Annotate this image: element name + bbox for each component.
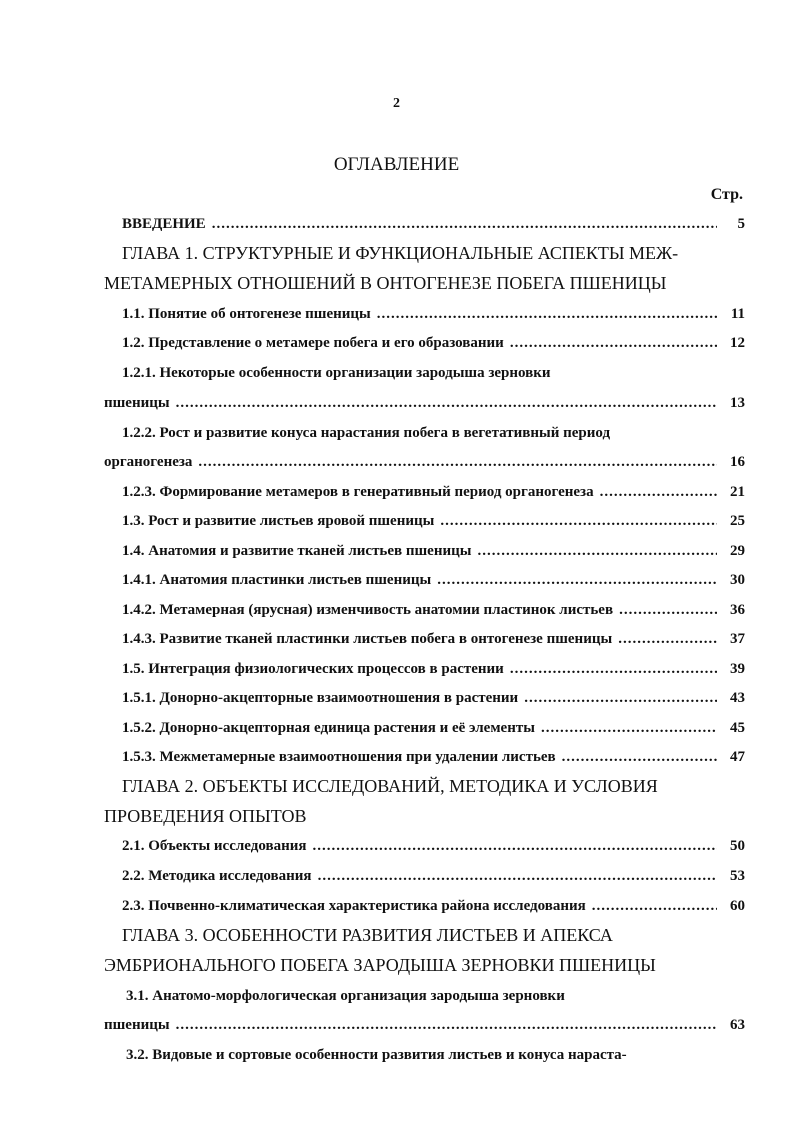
toc-entry [104, 1015, 745, 1035]
toc-entry-page: 21 [730, 484, 745, 500]
dot-leader [176, 393, 717, 413]
toc-entry-page: 13 [730, 395, 745, 411]
dot-leader [524, 688, 717, 708]
toc-entry-page: 53 [730, 868, 745, 884]
dot-leader [510, 659, 717, 679]
toc-entry-continuation: пшеницы [104, 395, 170, 411]
toc-entry-text: 1.2.1. Некоторые особенности организации зародыша зерновки [122, 365, 551, 381]
toc-entry-text: 1.4.1. Анатомия пластинки листьев пшеницы [122, 572, 432, 588]
toc-entry-text: 1.4.2. Метамерная (ярусная) изменчивость анатомии пластинок листьев [122, 602, 614, 618]
toc-entry-text: 1.3. Рост и развитие листьев яровой пшеницы [122, 513, 435, 529]
toc-entry [122, 541, 745, 561]
toc-entry-text: 2.2. Методика исследования [122, 868, 312, 884]
toc-entry-page: 5 [737, 216, 745, 232]
toc-entry-text: 1.5.1. Донорно-акцепторные взаимоотношения в растении [122, 690, 519, 706]
toc-entry [122, 511, 745, 531]
toc-title: ОГЛАВЛЕНИЕ [333, 154, 460, 175]
toc-entry-page: 47 [730, 749, 745, 765]
dot-leader [477, 541, 717, 561]
toc-entry-page: 25 [730, 513, 745, 529]
toc-entry-text: 1.5.2. Донорно-акцепторная единица растения и её элементы [122, 720, 535, 736]
toc-entry [122, 747, 745, 767]
toc-entry [122, 688, 745, 708]
toc-entry-text: 1.2.2. Рост и развитие конуса нарастания побега в вегетативный период [122, 425, 611, 441]
dot-leader [212, 214, 717, 234]
dot-leader [541, 718, 717, 738]
toc-entry-page: 63 [730, 1017, 745, 1033]
toc-entry-continuation: пшеницы [104, 1017, 170, 1033]
toc-entry-page: 16 [730, 454, 745, 470]
toc-entry [122, 866, 745, 886]
toc-entry-text: 1.2. Представление о метамере побега и его образовании [122, 335, 504, 351]
dot-leader [318, 866, 717, 886]
dot-leader [592, 896, 717, 916]
dot-leader [562, 747, 717, 767]
toc-entry-page: 30 [730, 572, 745, 588]
toc-entry [122, 482, 745, 502]
toc-entry-page: 39 [730, 661, 745, 677]
toc-entry [122, 896, 745, 916]
dot-leader [619, 600, 717, 620]
toc-entry-page: 37 [730, 631, 745, 647]
toc-entry-page: 43 [730, 690, 745, 706]
toc-entry-page: 60 [730, 898, 745, 914]
toc-entry-introduction [122, 214, 745, 234]
dot-leader [600, 482, 717, 502]
toc-entry [122, 659, 745, 679]
chapter-2-title-line-2: ПРОВЕДЕНИЯ ОПЫТОВ [104, 806, 307, 826]
dot-leader [510, 333, 717, 353]
toc-entry-page: 45 [730, 720, 745, 736]
dot-leader [198, 452, 717, 472]
dot-leader [176, 1015, 717, 1035]
toc-entry [122, 718, 745, 738]
toc-entry-page: 36 [730, 602, 745, 618]
toc-entry-text: 1.2.3. Формирование метамеров в генеративный период органогенеза [122, 484, 594, 500]
toc-entry-page: 11 [730, 306, 745, 322]
toc-entry-text: 1.4.3. Развитие тканей пластинки листьев побега в онтогенезе пшеницы [122, 631, 613, 647]
toc-entry [122, 570, 745, 590]
dot-leader [377, 304, 717, 324]
toc-entry-text: 3.1. Анатомо-морфологическая организация зародыша зерновки [126, 988, 565, 1004]
toc-entry-text: 2.1. Объекты исследования [122, 838, 307, 854]
toc-entry-text: 1.5.3. Межметамерные взаимоотношения при удалении листьев [122, 749, 556, 765]
dot-leader [312, 836, 717, 856]
toc-entry-text: 2.3. Почвенно-климатическая характеристика района исследования [122, 898, 586, 914]
dot-leader [618, 629, 717, 649]
chapter-1-title-line-1: ГЛАВА 1. СТРУКТУРНЫЕ И ФУНКЦИОНАЛЬНЫЕ АСПЕКТЫ МЕЖ- [122, 243, 679, 263]
toc-entry-text: 1.1. Понятие об онтогенезе пшеницы [122, 306, 371, 322]
toc-entry-page: 29 [730, 543, 745, 559]
toc-entry-page: 50 [730, 838, 745, 854]
toc-entry [122, 629, 745, 649]
toc-entry [104, 393, 745, 413]
toc-entry [122, 333, 745, 353]
toc-entry-text: ВВЕДЕНИЕ [122, 216, 206, 232]
toc-entry [122, 836, 745, 856]
toc-entry-continuation: органогенеза [104, 454, 193, 470]
toc-entry [122, 304, 745, 324]
chapter-3-title-line-1: ГЛАВА 3. ОСОБЕННОСТИ РАЗВИТИЯ ЛИСТЬЕВ И АПЕКСА [122, 925, 613, 945]
page-column-header: Стр. [710, 186, 743, 203]
page-number: 2 [393, 96, 400, 111]
chapter-1-title-line-2: МЕТАМЕРНЫХ ОТНОШЕНИЙ В ОНТОГЕНЕЗЕ ПОБЕГА ПШЕНИЦЫ [104, 273, 667, 293]
dot-leader [437, 570, 717, 590]
toc-entry [104, 452, 745, 472]
toc-entry-text: 1.5. Интеграция физиологических процессов в растении [122, 661, 504, 677]
chapter-3-title-line-2: ЭМБРИОНАЛЬНОГО ПОБЕГА ЗАРОДЫША ЗЕРНОВКИ ПШЕНИЦЫ [104, 955, 656, 975]
dot-leader [440, 511, 717, 531]
chapter-2-title-line-1: ГЛАВА 2. ОБЪЕКТЫ ИССЛЕДОВАНИЙ, МЕТОДИКА И УСЛОВИЯ [122, 776, 658, 796]
toc-entry-page: 12 [730, 335, 745, 351]
toc-entry-text: 1.4. Анатомия и развитие тканей листьев пшеницы [122, 543, 472, 559]
toc-entry [122, 600, 745, 620]
toc-entry-text: 3.2. Видовые и сортовые особенности развития листьев и конуса нараста- [126, 1047, 627, 1063]
